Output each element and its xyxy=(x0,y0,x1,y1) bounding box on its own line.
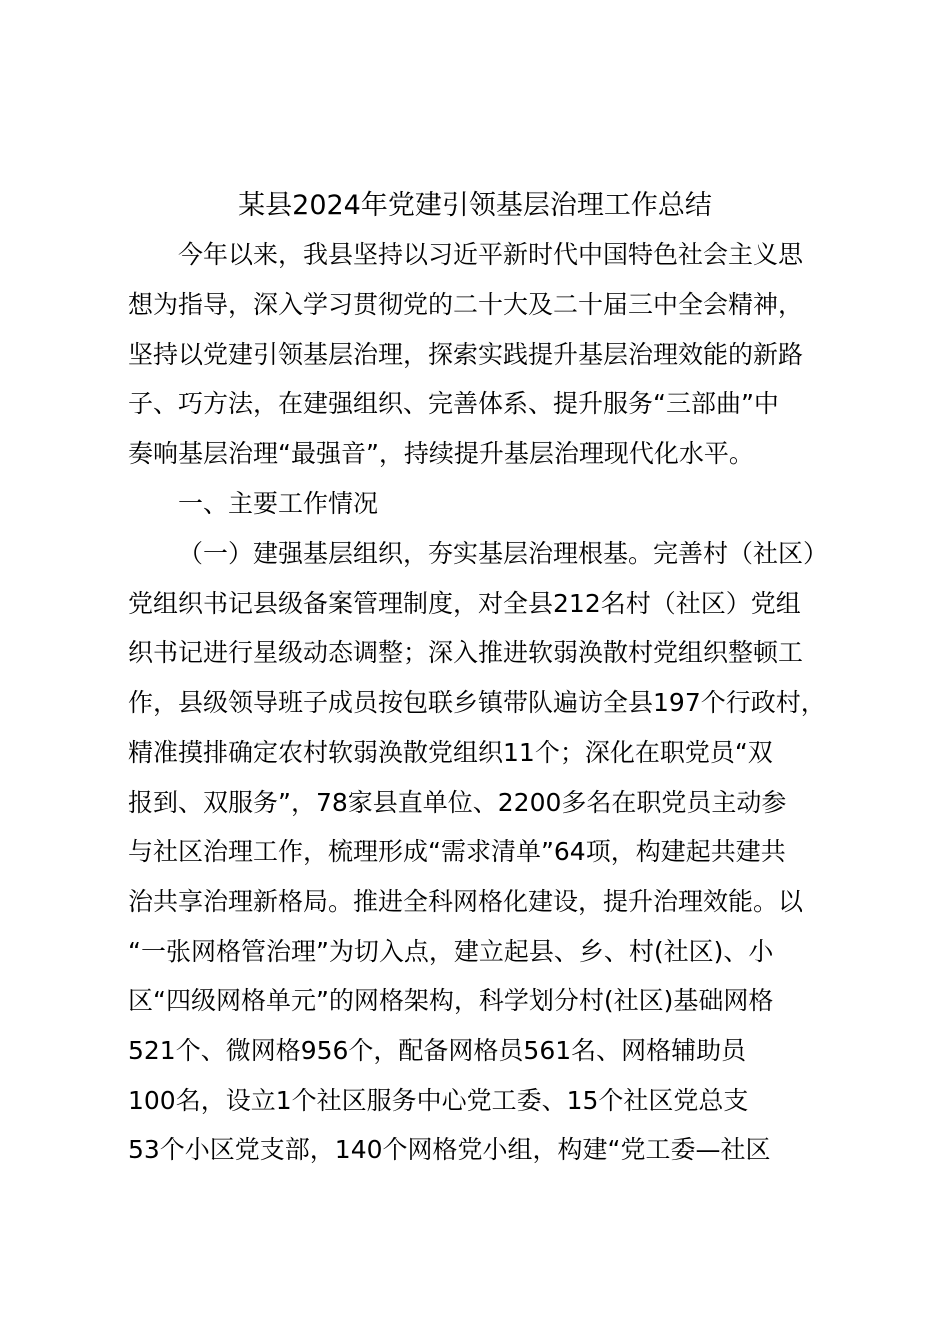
paragraph-line: 精准摸排确定农村软弱涣散党组织11个；深化在职党员“双 xyxy=(128,738,773,767)
section-heading: 一、主要工作情况 xyxy=(178,489,379,518)
paragraph-line: 子、巧方法，在建强组织、完善体系、提升服务“三部曲”中 xyxy=(128,389,779,418)
paragraph-line: 53个小区党支部，140个网格党小组，构建“党工委—社区 xyxy=(128,1135,771,1164)
subsection-heading-line: （一）建强基层组织，夯实基层治理根基。完善村（社区） xyxy=(178,539,829,568)
paragraph-line: 坚持以党建引领基层治理，探索实践提升基层治理效能的新路 xyxy=(128,340,804,369)
paragraph-line: 区“四级网格单元”的网格架构，科学划分村(社区)基础网格 xyxy=(128,986,774,1015)
paragraph-line: 报到、双服务”，78家县直单位、2200多名在职党员主动参 xyxy=(128,788,787,817)
paragraph-line: 想为指导，深入学习贯彻党的二十大及二十届三中全会精神， xyxy=(128,290,804,319)
paragraph-line: 作，县级领导班子成员按包联乡镇带队遍访全县197个行政村， xyxy=(128,688,826,717)
paragraph-line: 521个、微网格956个，配备网格员561名、网格辅助员 xyxy=(128,1036,747,1065)
paragraph-line: 织书记进行星级动态调整；深入推进软弱涣散村党组织整顿工 xyxy=(128,638,804,667)
paragraph-line: 100名，设立1个社区服务中心党工委、15个社区党总支 xyxy=(128,1086,749,1115)
paragraph-line: 党组织书记县级备案管理制度，对全县212名村（社区）党组 xyxy=(128,589,801,618)
paragraph-line: “一张网格管治理”为切入点，建立起县、乡、村(社区)、小 xyxy=(128,937,774,966)
paragraph-line: 今年以来，我县坚持以习近平新时代中国特色社会主义思 xyxy=(178,240,804,269)
document-title: 某县2024年党建引领基层治理工作总结 xyxy=(238,190,712,221)
paragraph-line: 奏响基层治理“最强音”，持续提升基层治理现代化水平。 xyxy=(128,439,754,468)
paragraph-line: 与社区治理工作，梳理形成“需求清单”64项，构建起共建共 xyxy=(128,837,786,866)
paragraph-line: 治共享治理新格局。推进全科网格化建设，提升治理效能。以 xyxy=(128,887,804,916)
